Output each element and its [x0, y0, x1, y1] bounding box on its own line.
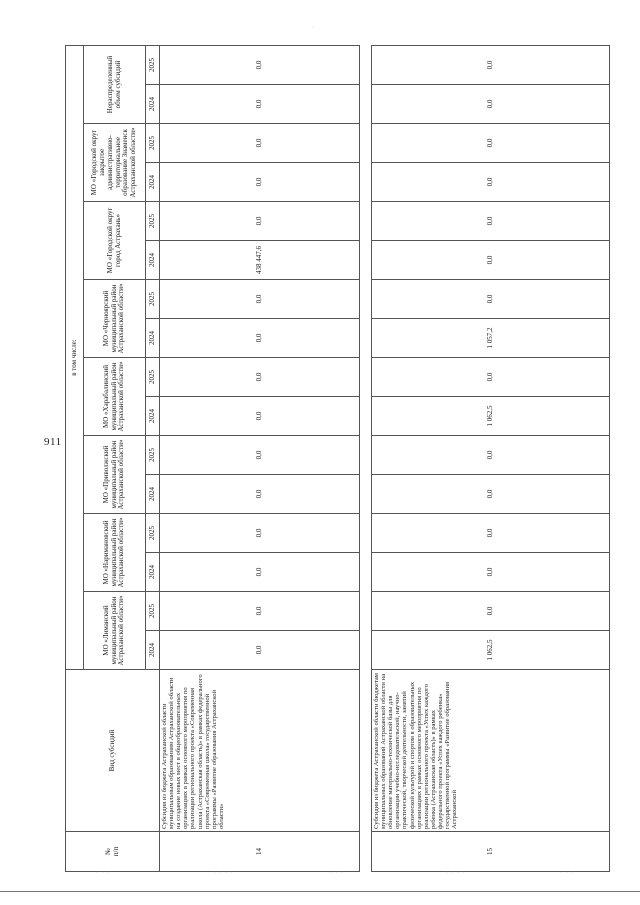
value-cell: 0,0: [160, 397, 360, 436]
value-cell: 0,0: [160, 124, 360, 163]
group-narimanovsky: МО «Наримановский муниципальный район Астраханской области»: [84, 514, 146, 592]
value-cell: 0,0: [160, 514, 360, 553]
value-cell: 0,0: [160, 631, 360, 670]
row-subsidy-name: Субсидия из бюджета Астраханской области бюджетам муниципальных образований Астраханской области на обновление материально-технической базы для организации учебно-исследовательской, научно-практической, творческой деятельности, занятий физической культурой и спортом в образовательных организациях в рамках основного мероприятия по реализации регионального проекта «Успех каждого ребенка (Астраханская область)» в рамках федерального проекта «Успех каждого ребенка» государственной программы «Развитие образования Астраханской: [372, 670, 610, 832]
value-cell: 0,0: [372, 553, 610, 592]
value-cell: 0,0: [372, 124, 610, 163]
value-cell: 0,0: [160, 46, 360, 85]
value-cell: 0,0: [160, 553, 360, 592]
value-cell: 0,0: [372, 358, 610, 397]
group-znamensk: МО «Городской округ закрытое административно-территориальное образование Знаменск Астраханской области»: [84, 124, 146, 202]
value-cell: 0,0: [372, 514, 610, 553]
header-num: № п/п: [66, 832, 160, 872]
year-2025: 2025: [146, 436, 160, 475]
row-num: 14: [160, 832, 360, 872]
year-2024: 2024: [146, 397, 160, 436]
year-2025: 2025: [146, 358, 160, 397]
value-cell: 0,0: [372, 280, 610, 319]
page-bottom-line: [0, 891, 640, 892]
year-2024: 2024: [146, 319, 160, 358]
year-2025: 2025: [146, 124, 160, 163]
value-cell: 1 062,5: [372, 631, 610, 670]
table-row: [160, 46, 360, 872]
header-subsidy-type: Вид субсидий: [66, 670, 160, 832]
rotated-table-region: [65, 34, 614, 872]
row-subsidy-name: Субсидия из бюджета Астраханской области муниципальным образованиям Астраханской области на создание новых мест в общеобразовательных организациях в рамках основного мероприятия по реализации регионального проекта «Современная школа (Астраханская область)» в рамках федерального проекта «Современная школа» государственной программы «Развитие образования Астраханской области»: [160, 670, 360, 832]
page-number: 911: [44, 436, 62, 448]
row-spacer: [360, 46, 372, 872]
value-cell: 0,0: [372, 85, 610, 124]
value-cell: 0,0: [160, 163, 360, 202]
year-2024: 2024: [146, 163, 160, 202]
year-2024: 2024: [146, 85, 160, 124]
year-2024: 2024: [146, 631, 160, 670]
row-num: 15: [372, 832, 610, 872]
year-2024: 2024: [146, 553, 160, 592]
year-2025: 2025: [146, 280, 160, 319]
scan-mark: · · ·: [560, 870, 574, 876]
value-cell: 0,0: [372, 592, 610, 631]
year-2024: 2024: [146, 475, 160, 514]
group-unallocated: Нераспределенный объем субсидий: [84, 46, 146, 124]
value-cell: 0,0: [372, 46, 610, 85]
value-cell: 0,0: [160, 436, 360, 475]
value-cell: 0,0: [160, 475, 360, 514]
value-cell: 0,0: [372, 436, 610, 475]
value-cell: 0,0: [372, 475, 610, 514]
year-2025: 2025: [146, 514, 160, 553]
group-chernoyarsky: МО «Черноярский муниципальный район Астраханской области»: [84, 280, 146, 358]
group-privolzhsky: МО «Приволжский муниципальный район Астраханской области»: [84, 436, 146, 514]
value-cell: 1 057,2: [372, 319, 610, 358]
scan-mark: · · · ·: [214, 870, 234, 876]
group-kharabalinsky: МО «Харабалинский муниципальный район Астраханской области»: [84, 358, 146, 436]
table-row: [372, 46, 610, 872]
scan-mark: ·: [312, 25, 315, 31]
value-cell: 0,0: [160, 85, 360, 124]
header-including: в том числе:: [66, 46, 84, 670]
value-cell: 0,0: [160, 202, 360, 241]
value-cell: 0,0: [160, 319, 360, 358]
value-cell: 0,0: [372, 163, 610, 202]
group-limansky: МО «Лиманский муниципальный район Астраханской области»: [84, 592, 146, 670]
scan-mark: · · · ·: [446, 870, 466, 876]
scan-mark: · · ·: [96, 870, 110, 876]
value-cell: 1 062,5: [372, 397, 610, 436]
value-cell: 0,0: [160, 358, 360, 397]
value-cell: 0,0: [372, 241, 610, 280]
year-2025: 2025: [146, 592, 160, 631]
year-2025: 2025: [146, 46, 160, 85]
value-cell: 0,0: [160, 280, 360, 319]
value-cell: 0,0: [160, 592, 360, 631]
scan-mark: · · ·: [330, 870, 344, 876]
subsidy-table: [65, 45, 610, 872]
value-cell: 0,0: [372, 202, 610, 241]
group-astrakhan-city: МО «Городской округ город Астрахань»: [84, 202, 146, 280]
value-cell: 438 447,6: [160, 241, 360, 280]
year-2025: 2025: [146, 202, 160, 241]
year-2024: 2024: [146, 241, 160, 280]
